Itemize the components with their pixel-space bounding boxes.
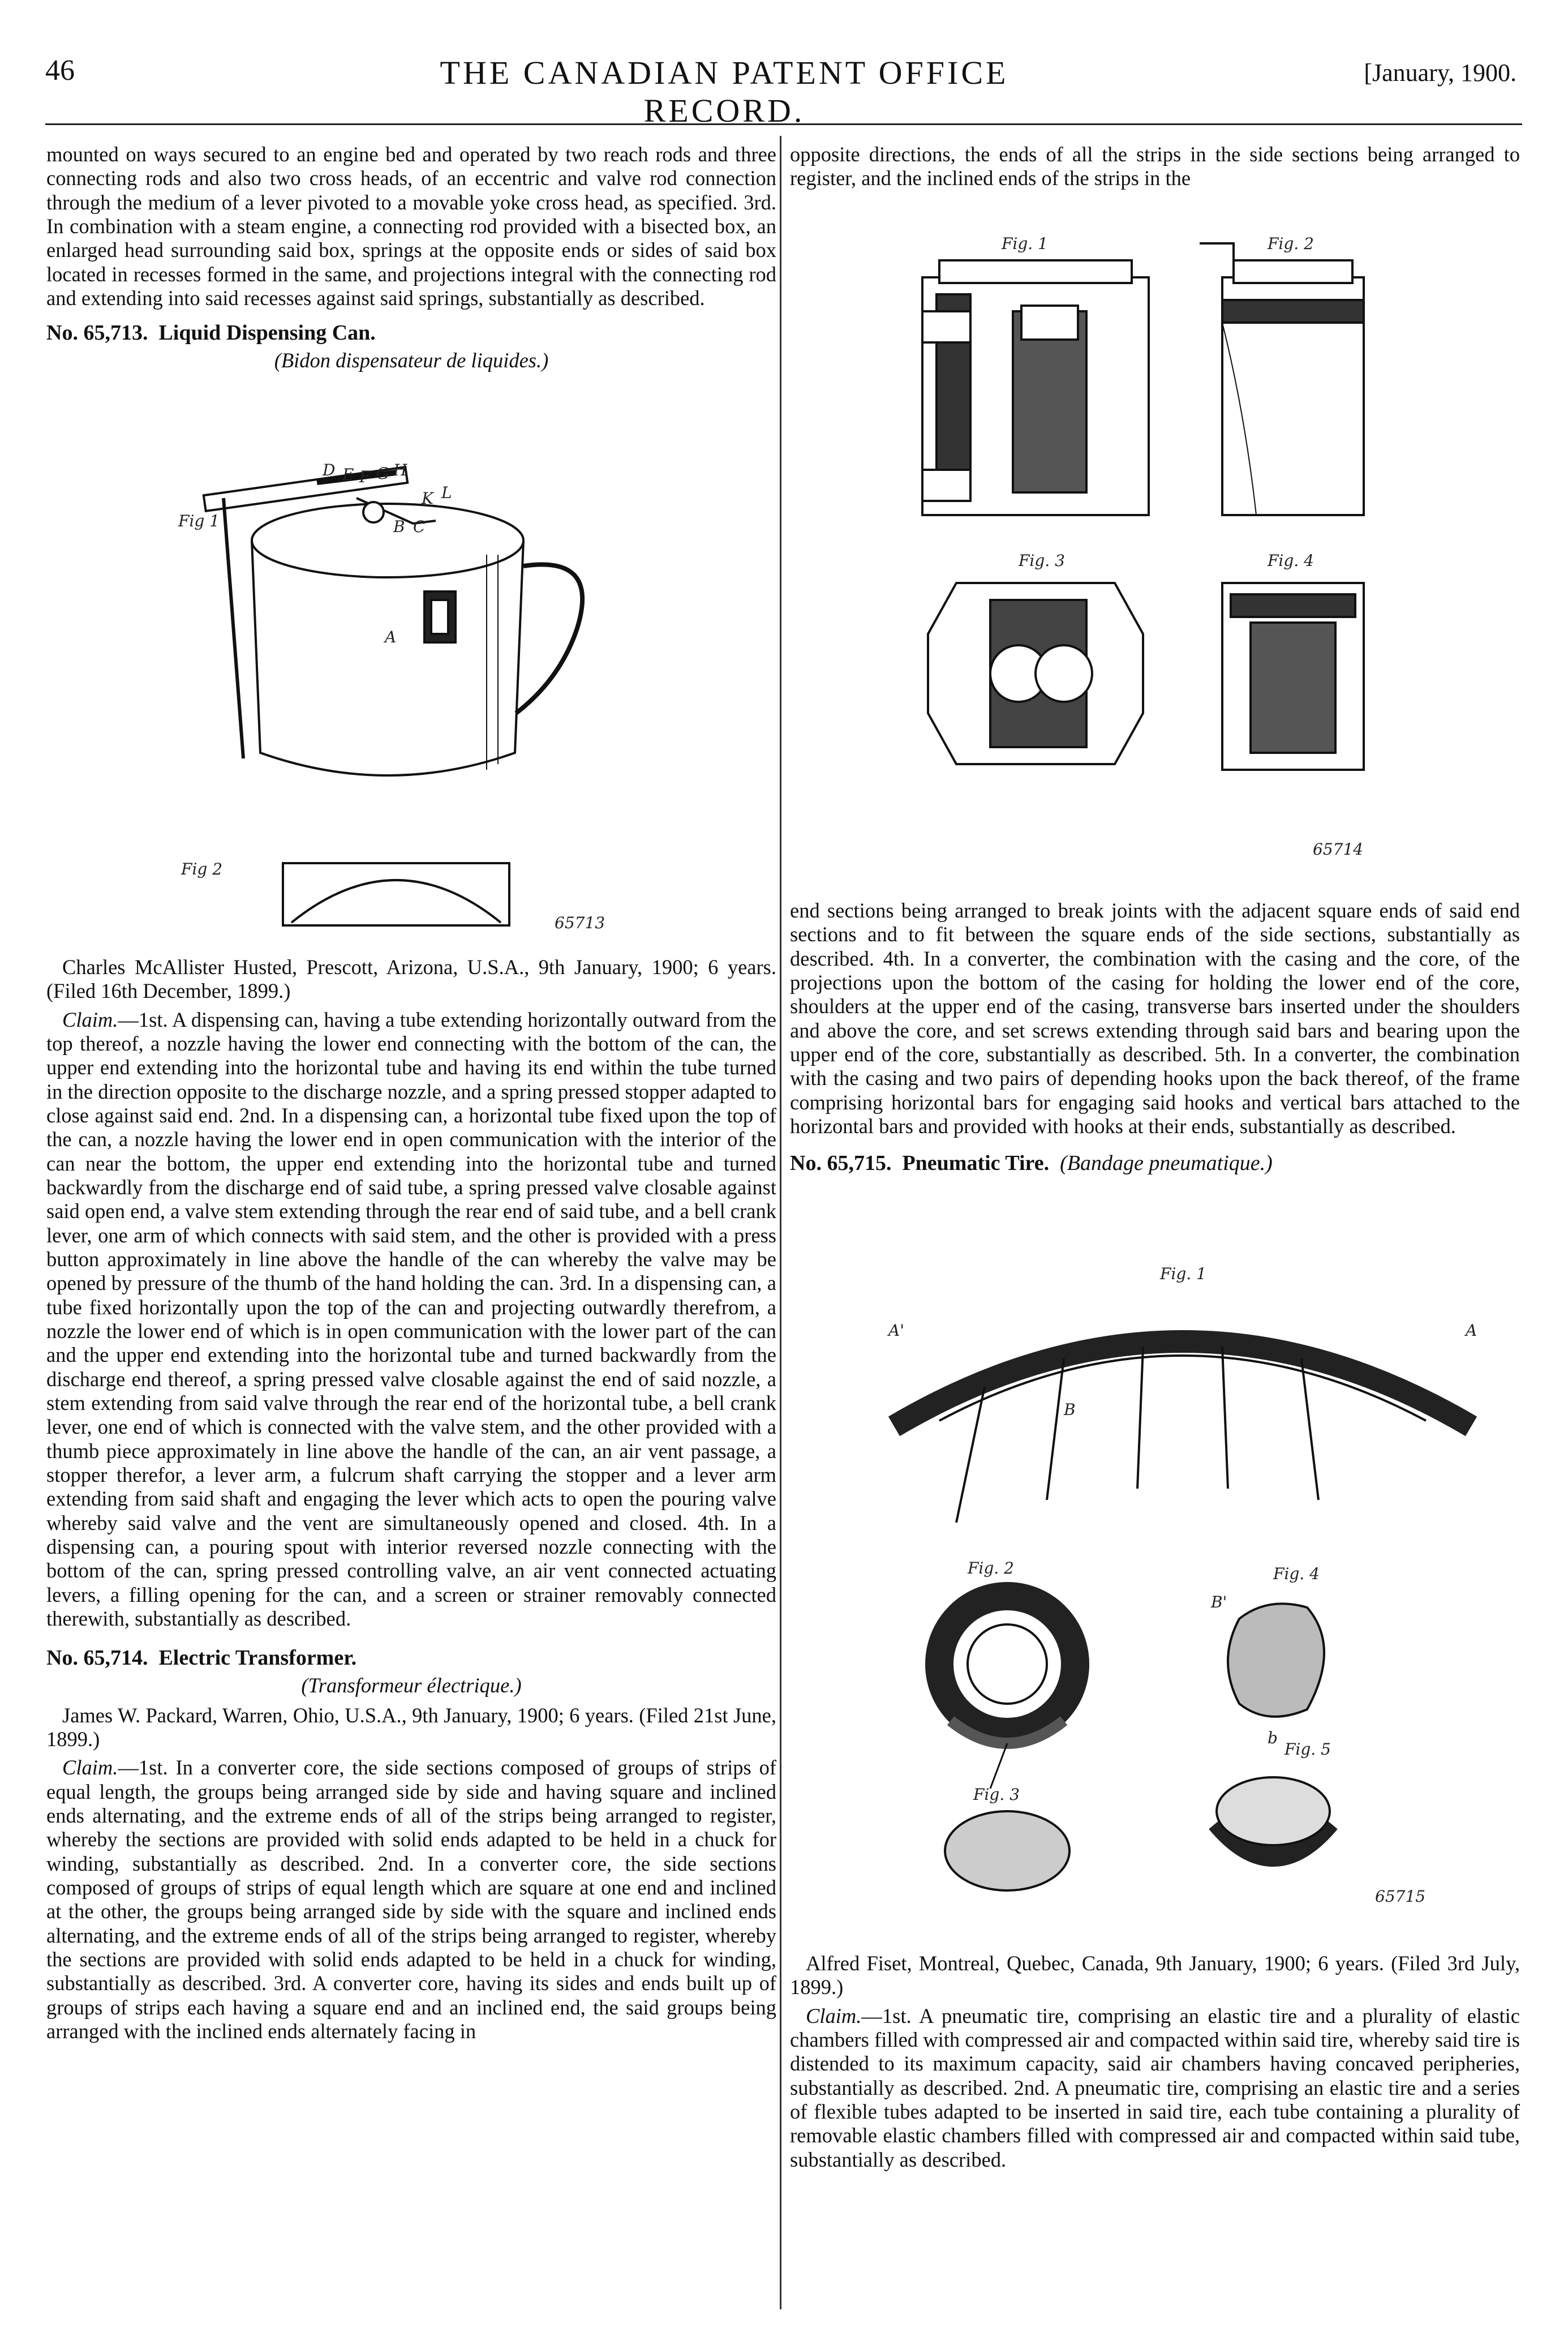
column-divider	[780, 136, 781, 2309]
claim-text	[790, 2004, 1520, 2172]
fig-letter-b-lower: b	[1268, 1729, 1278, 1747]
fig-letter-d: D	[323, 461, 336, 479]
entry-heading-65714	[46, 1645, 776, 1670]
fig-letter-e: E	[342, 465, 354, 484]
claim-label: Claim.	[62, 1756, 118, 1780]
fig4-label: Fig. 4	[1273, 1564, 1320, 1583]
page-title: THE CANADIAN PATENT OFFICE RECORD.	[440, 54, 1009, 129]
transformer-figure	[905, 226, 1471, 866]
entry-heading-65715	[790, 1151, 1520, 1176]
inventor-line: James W. Packard, Warren, Ohio, U.S.A., 9th January, 1900; 6 years. (Filed 21st June, 1899.)	[46, 1703, 776, 1751]
fig-number: 65715	[1375, 1887, 1426, 1906]
inventor-line: Alfred Fiset, Montreal, Quebec, Canada, 9th January, 1900; 6 years. (Filed 3rd July, 1899.)	[790, 1952, 1520, 1999]
fig-letter-b: B	[393, 517, 405, 536]
french-title: (Transformeur électrique.)	[301, 1674, 522, 1697]
patent-title: Pneumatic Tire.	[902, 1151, 1050, 1176]
fig-number: 65713	[555, 914, 605, 932]
claim-label: Claim.	[806, 2004, 862, 2027]
claim-text	[46, 1008, 776, 1631]
claim-body: —1st. A dispensing can, having a tube extending horizontally outward from the top thereof, a nozzle having the lower end connecting with the bottom of the can, the upper end extending into the horizontal tube and having its end within the tube turned in the direction opposite to the discharge nozzle, and a spring pressed stopper adapted to close against said end. 2nd. In a dispensing can, a horizontal tube fixed upon the top of the can, a nozzle having the lower end in open communication with the interior of the can near the bottom, the upper end extending into the horizontal tube and turned backwardly from the discharge end of said tube, a spring pressed valve closable against said open end, a valve stem extending through the rear end of said tube, and a bell crank lever, one arm of which connects with said stem, and the other is provided with a press button approximately in line above the handle of the can whereby the valve may be opened by pressure of the thumb of the hand holding the can. 3rd. In a dispensing can, a tube fixed horizontally upon the top of the can and projecting outwardly therefrom, a nozzle the lower end of which is in open communication with the lower part of the can and the upper end extending into the horizontal tube and turned backwardly from the discharge end thereof, a spring pressed valve closable against the end of said nozzle, a stem extending from said valve through the rear end of the horizontal tube, a bell crank lever, one end of which is connected with the valve stem, and the other provided with a thumb piece approximately in line above the handle of the can, an air vent passage, a stopper therefor, a lever arm, a fulcrum shaft carrying the stopper and a lever arm extending from said shaft and engaging the lever which acts to open the pouring valve whereby said valve and the vent are simultaneously opened and closed. 4th. In a dispensing can, a pouring spout with interior reversed nozzle connecting with the bottom of the can, spring pressed controlling valve, an air vent connected actuating levers, a filling opening for the can, and a screen or strainer removably connected therewith, substantially as described.	[46, 1007, 776, 1630]
claim-text	[46, 1756, 776, 2043]
french-title: (Bidon dispensateur de liquides.)	[274, 349, 549, 372]
fig-letter-c: C	[413, 517, 426, 536]
fig3-label: Fig. 3	[973, 1785, 1020, 1804]
fig-letter-a: A	[385, 628, 397, 646]
right-column-bottom	[790, 1952, 1520, 2176]
inventor-line: Charles McAllister Husted, Prescott, Arizona, U.S.A., 9th January, 1900; 6 years. (Filed 16th December, 1899.)	[46, 955, 776, 1003]
pneumatic-tire-figure	[877, 1257, 1500, 1936]
claim-label: Claim.	[62, 1007, 118, 1031]
fig-number: 65714	[1313, 840, 1364, 859]
patent-title: Electric Transformer.	[158, 1646, 357, 1670]
fig4-label: Fig. 4	[1268, 551, 1314, 570]
patent-number: No. 65,713.	[46, 321, 148, 345]
issue-date: [January, 1900.	[1364, 59, 1517, 87]
fig-letter-b-prime: B'	[1211, 1593, 1227, 1611]
fig5-label: Fig. 5	[1285, 1740, 1331, 1759]
fig2-label: Fig 2	[181, 860, 223, 878]
fig-letter-h: H	[393, 461, 407, 479]
fig-letter-k: K	[422, 489, 433, 508]
claim-body: —1st. In a converter core, the side sections composed of groups of strips of equal length, the groups being arranged side by side and having square and inclined ends alternating, and the extreme ends of all of the strips being arranged to register, whereby the sections are provided with solid ends adapted to be held in a chuck for winding, substantially as described. 2nd. In a converter core, the side sections composed of groups of strips of equal length which are square at one end and inclined at the other, the groups being arranged side by side with the square and inclined ends alternating, and the extreme ends of all of the strips being arranged to register, whereby the sections are provided with solid ends adapted to be held in a chuck for winding, substantially as described. 3rd. A converter core, having its sides and ends built up of groups of strips each having a square end and an inclined end, the said groups being arranged with the inclined ends alternately facing in	[46, 1756, 776, 2043]
continuation-text: end sections being arranged to break joints with the adjacent square ends of said end sections and to fit between the square ends of the side sections, substantially as described. 4th. In a converter, the combination with the casing and the core, of the projections upon the bottom of the casing for holding the lower end of the core, shoulders at the upper end of the casing, transverse bars inserted under the shoulders and above the core, and set screws extending through said bars and bearing upon the upper end of the core, substantially as described. 5th. In a converter, the combination with the casing and two pairs of depending hooks upon the back thereof, of the frame comprising horizontal bars for engaging said hooks and vertical bars attached to the horizontal bars and provided with hooks at their ends, substantially as described.	[790, 899, 1520, 1138]
patent-number: No. 65,715.	[790, 1151, 892, 1176]
page-number: 46	[45, 54, 75, 87]
previous-entry-continuation: mounted on ways secured to an engine bed and operated by two reach rods and three connecting rods and also two cross heads, of an eccentric and valve rod connection through the medium of a lever pivoted to a movable yoke cross head, as specified. 3rd. In combination with a steam engine, a connecting rod provided with a bisected box, an enlarged head surrounding said box, springs at the opposite ends or sides of said box located in recesses formed in the same, and projections integral with the connecting rod and extending into said recesses against said springs, substantially as described.	[46, 143, 776, 310]
right-column-top	[790, 143, 1520, 195]
patent-number: No. 65,714.	[46, 1646, 148, 1670]
fig1-label: Fig. 1	[1160, 1264, 1206, 1283]
fig-letter-l: L	[441, 483, 452, 502]
french-title: (Bandage pneumatique.)	[1060, 1151, 1273, 1176]
entry-heading-65713	[46, 320, 776, 345]
header-rule	[45, 123, 1522, 125]
claim-body: —1st. A pneumatic tire, comprising an elastic tire and a plurality of elastic chambers filled with compressed air and compacted within said tire, whereby said tire is distended to its maximum capacity, said air chambers having concaved peripheries, substantially as described. 2nd. A pneumatic tire, comprising an elastic tire and a series of flexible tubes adapted to be inserted in said tire, each tube containing a plurality of removable elastic chambers filled with compressed air and compacted within said tube, substantially as described.	[790, 2004, 1520, 2171]
fig-letter-b: B	[1064, 1400, 1076, 1419]
left-column-lower	[46, 955, 776, 2048]
fig-letter-a: A	[1466, 1321, 1477, 1340]
fig2-label: Fig. 2	[968, 1559, 1014, 1577]
fig-letter-f: F	[359, 468, 371, 486]
right-column-middle	[790, 899, 1520, 1179]
fig2-label: Fig. 2	[1268, 234, 1314, 253]
fig-letter-a-prime: A'	[888, 1321, 904, 1340]
liquid-can-figure	[170, 441, 679, 951]
fig1-label: Fig. 1	[1002, 234, 1048, 253]
left-column	[46, 143, 776, 379]
page-header	[45, 54, 1517, 129]
fig1-label: Fig 1	[178, 512, 220, 530]
fig3-label: Fig. 3	[1019, 551, 1065, 570]
fig-letter-g: G	[376, 464, 389, 483]
continuation-text: opposite directions, the ends of all the strips in the side sections being arranged to register, and the inclined ends of the strips in the	[790, 143, 1520, 190]
patent-title: Liquid Dispensing Can.	[158, 321, 376, 345]
